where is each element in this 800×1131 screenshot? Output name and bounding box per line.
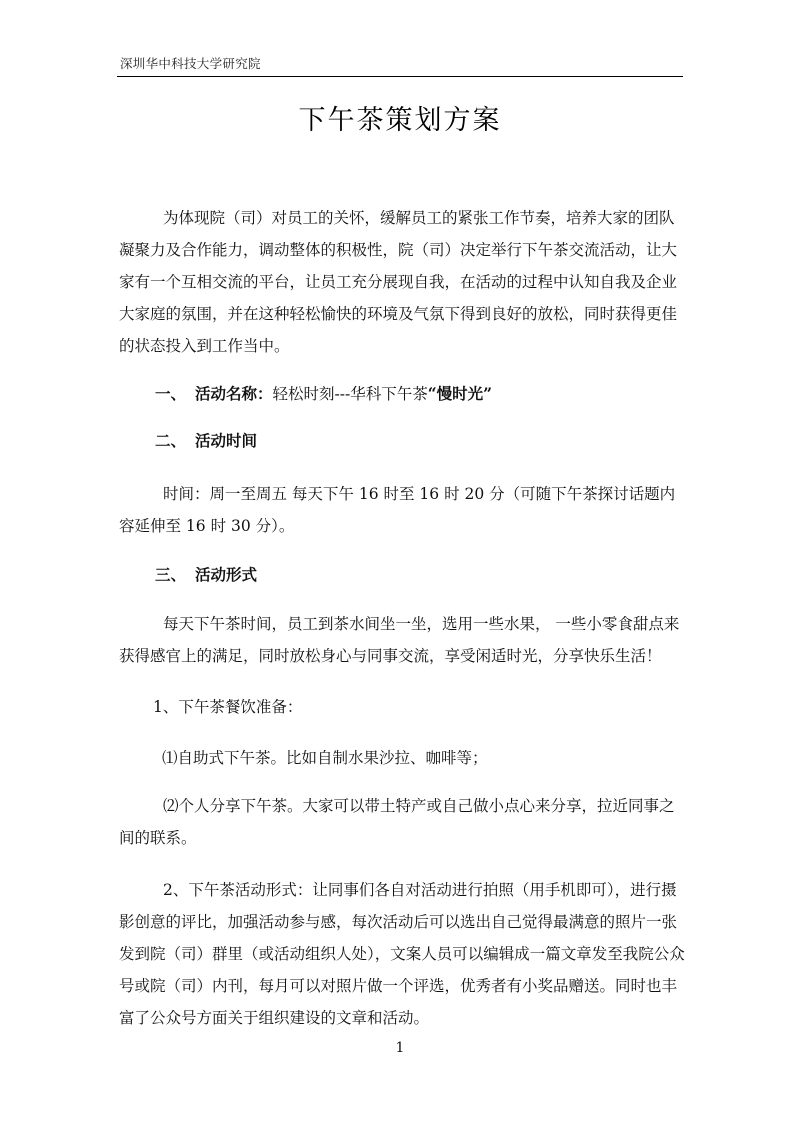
item-1-title: 1、下午茶餐饮准备：: [153, 698, 303, 716]
section-1-number: 一、: [155, 384, 187, 403]
section-2-paragraph: 时间：周一至周五 每天下午 16 时至 16 时 20 分（可随下午茶探讨话题内容延伸至 16 时 30 分）。: [119, 485, 676, 535]
item-2-paragraph: 2、下午茶活动形式：让同事们各自对活动进行拍照（用手机即可），进行摄影创意的评比，加强活动参与感，每次活动后可以选出自己觉得最满意的照片一张发到院（司）群里（或活动组织人处），文案人员可以编辑成一篇文章发至我院公众号或院（司）内刊，每月可以对照片做一个评选，优秀者有小奖品赠送。同时也丰富了公众号方面关于组织建设的文章和活动。: [119, 881, 685, 1027]
document-title: 下午茶策划方案: [298, 105, 502, 136]
item-1-sub-2: ⑵个人分享下午茶。大家可以带土特产或自己做小点心来分享，拉近同事之间的联系。: [119, 797, 675, 847]
header-divider: [117, 76, 683, 77]
section-2-label: 活动时间: [195, 431, 258, 450]
section-1-heading: [155, 384, 492, 404]
section-2-number: 二、: [155, 431, 187, 450]
section-3-paragraph: 每天下午茶时间，员工到茶水间坐一坐，选用一些水果， 一些小零食甜点来获得感官上的满足，同时放松身心与同事交流，享受闲适时光，分享快乐生活！: [119, 615, 680, 665]
section-1-label: 活动名称：: [195, 384, 273, 403]
header-organization: 深圳华中科技大学研究院: [120, 56, 261, 71]
section-2-heading: [155, 431, 257, 451]
section-3-label: 活动形式: [195, 565, 258, 584]
section-1-value: 轻松时刻---华科下午茶: [272, 385, 428, 403]
section-3-heading: [155, 565, 257, 585]
item-1-sub-1: ⑴自助式下午茶。比如自制水果沙拉、咖啡等；: [162, 749, 488, 767]
section-3-number: 三、: [155, 565, 187, 584]
page-number: 1: [395, 1040, 405, 1056]
section-1-highlight: “慢时光”: [427, 384, 493, 403]
intro-paragraph: 为体现院（司）对员工的关怀，缓解员工的紧张工作节奏，培养大家的团队凝聚力及合作能力，调动整体的积极性，院（司）决定举行下午茶交流活动，让大家有一个互相交流的平台，让员工充分展现自我，在活动的过程中认知自我及企业大家庭的氛围，并在这种轻松愉快的环境及气氛下得到良好的放松，同时获得更佳的状态投入到工作当中。: [119, 209, 678, 355]
